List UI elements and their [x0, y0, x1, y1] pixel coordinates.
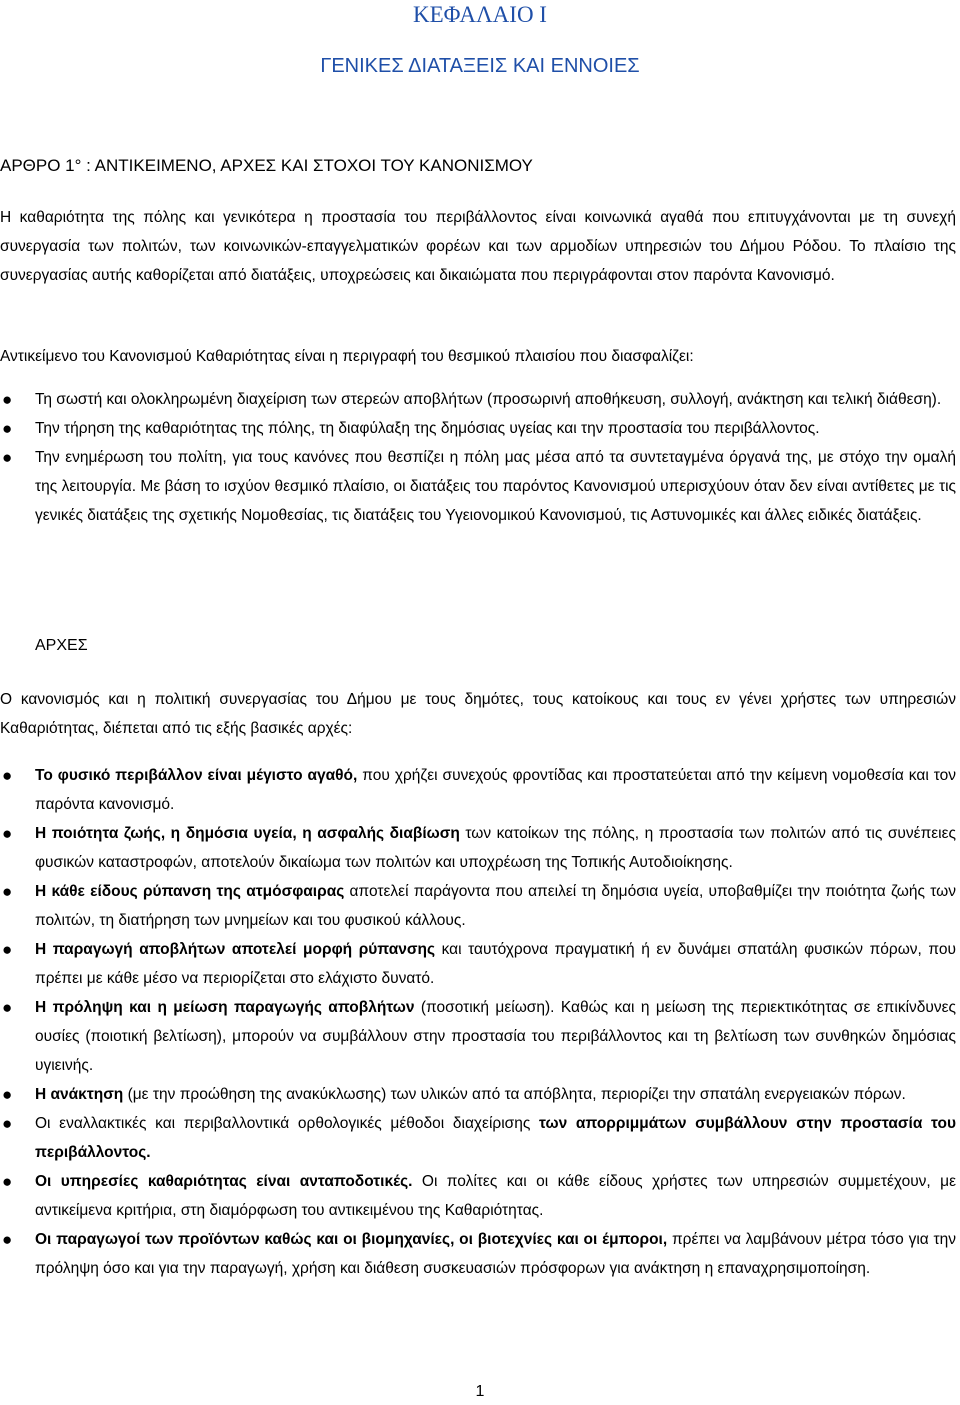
list-item — [0, 385, 956, 414]
list-item — [0, 877, 956, 935]
list-item — [0, 1080, 956, 1109]
object-list — [0, 385, 956, 530]
principles-heading: ΑΡΧΕΣ — [35, 637, 88, 654]
list-item-text: Την τήρηση της καθαριότητας της πόλης, τη διαφύλαξη της δημόσιας υγείας και την προστασία του περιβάλλοντος. — [35, 420, 820, 437]
chapter-number: ΚΕΦΑΛΑΙΟ Ι — [413, 2, 547, 27]
principle-bold: Η παραγωγή αποβλήτων αποτελεί μορφή ρύπανσης — [35, 941, 436, 958]
object-paragraph: Αντικείμενο του Κανονισμού Καθαριότητας είναι η περιγραφή του θεσμικού πλαισίου που διασφαλίζει: — [0, 348, 694, 365]
principles-intro: Ο κανονισμός και η πολιτική συνεργασίας του Δήμου με τους δημότες, τους κατοίκους και τους εν γένει χρήστες των υπηρεσιών Καθαριότητας, διέπεται από τις εξής βασικές αρχές: — [0, 691, 956, 737]
principle-bold: Η κάθε είδους ρύπανση της ατμόσφαιρας — [35, 883, 345, 900]
list-item — [0, 1109, 956, 1167]
principle-text: Οι πολίτες και οι κάθε είδους χρήστες των υπηρεσιών συμμετέχουν, με αντικείμενα κριτήρια, στη διαμόρφωση του αντικειμένου της Καθαριότητας. — [35, 1173, 956, 1219]
principles-list — [0, 761, 956, 1283]
intro-paragraph: Η καθαριότητα της πόλης και γενικότερα η προστασία του περιβάλλοντος είναι κοινωνικά αγαθά που επιτυγχάνονται με τη συνεχή συνεργασία των πολιτών, των κοινωνικών-επαγγελματικών φορέων και των αρμοδίων υπηρεσιών του Δήμου Ρόδου. Το πλαίσιο της συνεργασίας αυτής καθορίζεται από διατάξεις, υποχρεώσεις και δικαιώματα που περιγράφονται στον παρόντα Κανονισμό. — [0, 209, 956, 284]
principle-text: που χρήζει συνεχούς φροντίδας και προστατεύεται από την κείμενη νομοθεσία και τον παρόντα κανονισμό. — [35, 767, 956, 813]
bullet-icon: ● — [2, 419, 13, 438]
bullet-icon: ● — [2, 766, 13, 785]
list-item-text: Τη σωστή και ολοκληρωμένη διαχείριση των στερεών αποβλήτων (προσωρινή αποθήκευση, συλλογή, ανάκτηση και τελική διάθεση). — [35, 391, 942, 408]
bullet-icon: ● — [2, 1230, 13, 1249]
page-number: 1 — [475, 1383, 485, 1400]
article-title: ΑΡΘΡΟ 1° : ΑΝΤΙΚΕΙΜΕΝΟ, ΑΡΧΕΣ ΚΑΙ ΣΤΟΧΟΙ ΤΟΥ ΚΑΝΟΝΙΣΜΟΥ — [0, 156, 533, 175]
bullet-icon: ● — [2, 1114, 13, 1133]
bullet-icon: ● — [2, 1085, 13, 1104]
list-item — [0, 761, 956, 819]
principle-text: (ποσοτική μείωση). Καθώς και η μείωση της περιεκτικότητας σε επικίνδυνες ουσίες (ποιοτική βελτίωση), μπορούν να συμβάλλουν στην προστασία του περιβάλλοντος και τη βελτίωση των συνθηκών δημόσιας υγιεινής. — [35, 999, 956, 1074]
principle-bold: Η ποιότητα ζωής, η δημόσια υγεία, η ασφαλής διαβίωση — [35, 825, 460, 842]
bullet-icon: ● — [2, 940, 13, 959]
principle-text: (με την προώθηση της ανακύκλωσης) των υλικών από τα απόβλητα, περιορίζει την σπατάλη ενεργειακών πόρων. — [123, 1086, 906, 1103]
principle-bold: Η ανάκτηση — [35, 1086, 124, 1103]
list-item — [0, 443, 956, 530]
principle-text: των κατοίκων της πόλης, η προστασία των πολιτών από τις συνέπειες φυσικών καταστροφών, αποτελούν δικαίωμα των πολιτών και υποχρέωση της Τοπικής Αυτοδιοίκησης. — [35, 825, 956, 871]
list-item — [0, 819, 956, 877]
bullet-icon: ● — [2, 882, 13, 901]
list-item — [0, 414, 956, 443]
list-item-text: Την ενημέρωση του πολίτη, για τους κανόνες που θεσπίζει η πόλη μας μέσα από τα συντεταγμένα όργανά της, με στόχο την ομαλή της λειτουργία. Με βάση το ισχύον θεσμικό πλαίσιο, οι διατάξεις του παρόντος Κανονισμού υπερισχύουν όταν δεν είναι αντίθετες με τις γενικές διατάξεις της σχετικής Νομοθεσίας, τις διατάξεις του Υγειονομικού Κανονισμού, τις Αστυνομικές και άλλες ειδικές διατάξεις. — [35, 449, 956, 524]
principle-bold: των απορριμμάτων συμβάλλουν στην προστασία του περιβάλλοντος. — [35, 1115, 956, 1161]
chapter-title: ΓΕΝΙΚΕΣ ΔΙΑΤΑΞΕΙΣ ΚΑΙ ΕΝΝΟΙΕΣ — [320, 55, 640, 77]
list-item — [0, 935, 956, 993]
principle-bold: Οι παραγωγοί των προϊόντων καθώς και οι βιομηχανίες, οι βιοτεχνίες και οι έμποροι, — [35, 1231, 668, 1248]
principle-bold: Οι υπηρεσίες καθαριότητας είναι ανταποδοτικές. — [35, 1173, 413, 1190]
bullet-icon: ● — [2, 824, 13, 843]
bullet-icon: ● — [2, 1172, 13, 1191]
principle-text: πρέπει να λαμβάνουν μέτρα τόσο για την πρόληψη όσο και για την παραγωγή, χρήση και διάθεση συσκευασιών πρόσφορων για ανάκτηση η επαναχρησιμοποίηση. — [35, 1231, 956, 1277]
bullet-icon: ● — [2, 998, 13, 1017]
principle-bold: Το φυσικό περιβάλλον είναι μέγιστο αγαθό, — [35, 767, 358, 784]
list-item — [0, 1225, 956, 1283]
principle-text: και ταυτόχρονα πραγματική ή εν δυνάμει σπατάλη φυσικών πόρων, που πρέπει με κάθε μέσο να περιορίζεται στο ελάχιστο δυνατό. — [35, 941, 956, 987]
bullet-icon: ● — [2, 390, 13, 409]
list-item — [0, 1167, 956, 1225]
list-item — [0, 993, 956, 1080]
principle-text: αποτελεί παράγοντα που απειλεί τη δημόσια υγεία, υποβαθμίζει την ποιότητα ζωής των πολιτών, τη διατήρηση των μνημείων και του φυσικού κάλλους. — [35, 883, 956, 929]
bullet-icon: ● — [2, 448, 13, 467]
principle-pre: Οι εναλλακτικές και περιβαλλοντικά ορθολογικές μέθοδοι διαχείρισης — [35, 1115, 539, 1132]
principle-bold: Η πρόληψη και η μείωση παραγωγής αποβλήτων — [35, 999, 415, 1016]
